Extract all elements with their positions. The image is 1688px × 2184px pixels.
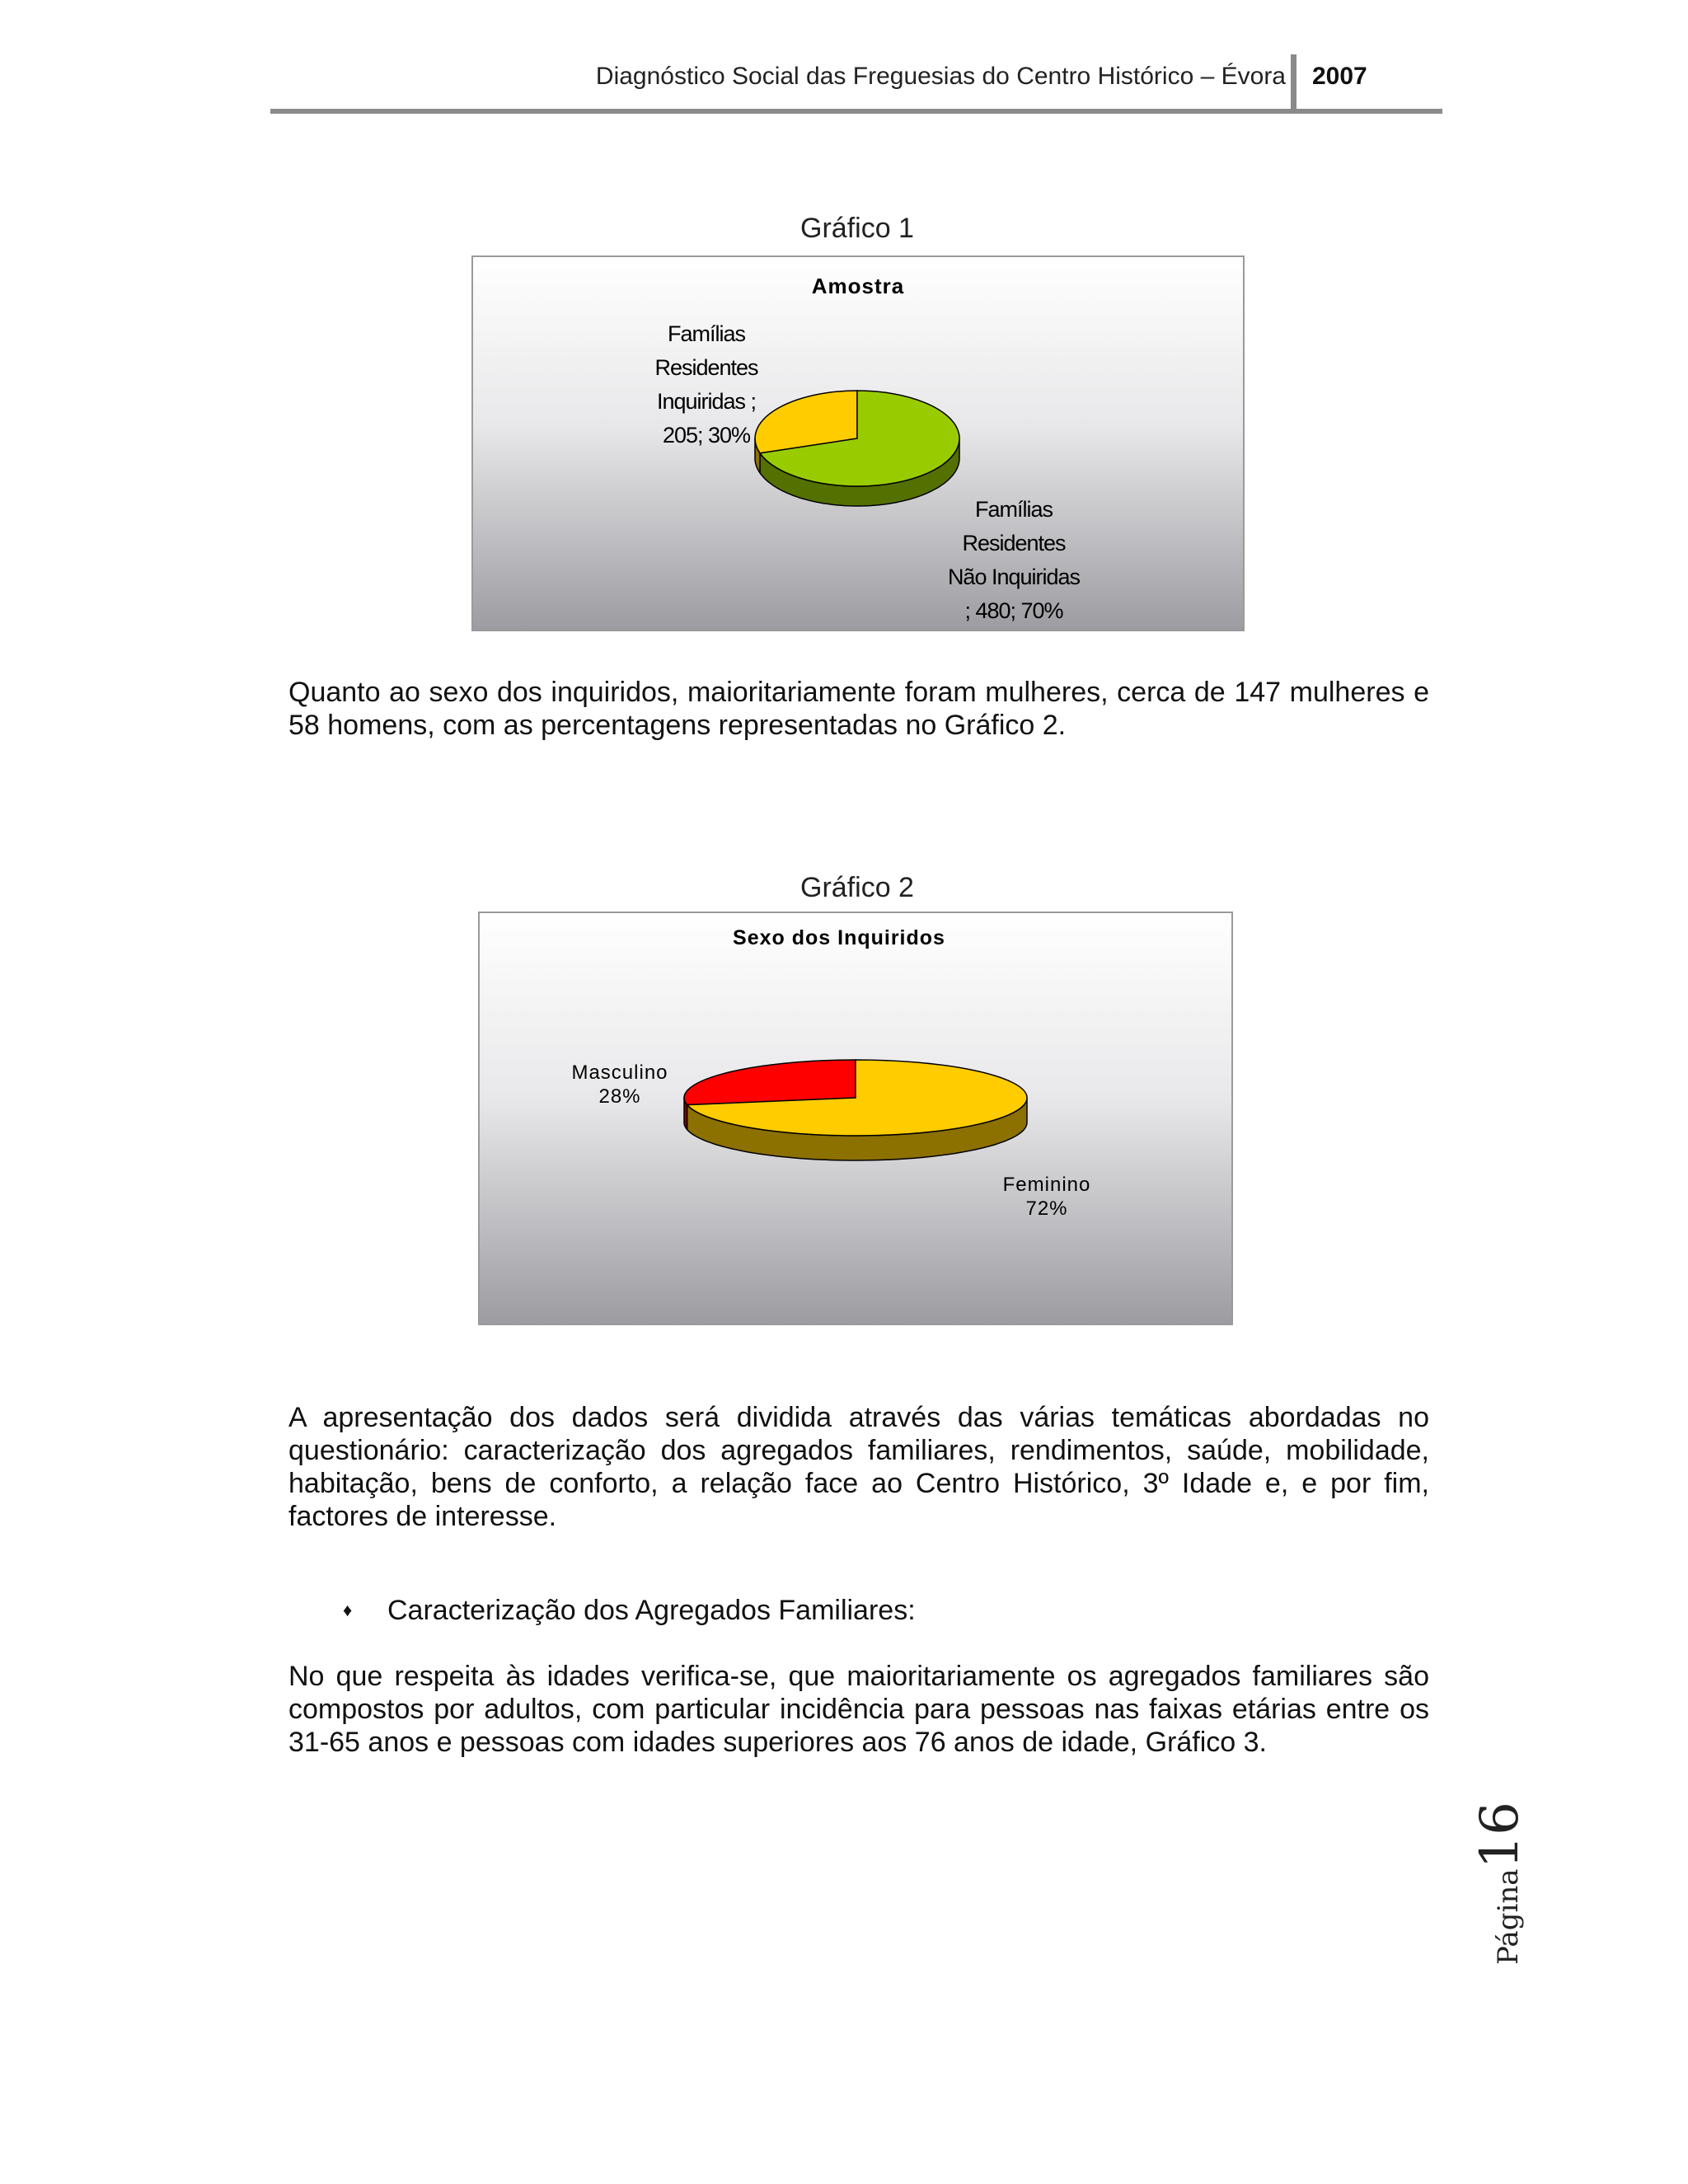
- paragraph-apresentacao: A apresentação dos dados será dividida através das várias temáticas abordadas no questionário: caracterização dos agregados familiares, rendimentos, saúde, mobilidade, habitação, bens de conforto, a relação face ao Centro Histórico, 3º Idade e, e por fim, factores de interesse.: [288, 1402, 1429, 1532]
- pie-data-label: 72%: [1025, 1197, 1068, 1220]
- chart-title: Sexo dos Inquiridos: [733, 926, 945, 949]
- pie-data-label: Masculino: [571, 1062, 668, 1084]
- chart-sexo-svg: [480, 913, 1231, 1324]
- diamond-bullet-icon: ♦: [343, 1600, 353, 1620]
- pie-data-label: Residentes: [962, 531, 1066, 555]
- header-title: Diagnóstico Social das Freguesias do Centro Histórico – Évora: [595, 63, 1286, 90]
- paragraph-sexo: Quanto ao sexo dos inquiridos, maioritariamente foram mulheres, cerca de 147 mulheres e 58 homens, com as percentagens representadas no Gráfico 2.: [288, 677, 1429, 741]
- header-rule: [270, 109, 1442, 114]
- pie-data-label: 28%: [598, 1085, 641, 1108]
- bullet-item: [343, 1594, 916, 1627]
- pie-data-label: 205; 30%: [662, 423, 751, 448]
- page-word: Página: [1492, 1868, 1525, 1965]
- page-number-value: 16: [1470, 1802, 1531, 1869]
- bullet-text: Caracterização dos Agregados Familiares:: [387, 1595, 916, 1626]
- chart-amostra: [471, 255, 1245, 631]
- chart-amostra-svg: [473, 257, 1243, 630]
- chart-title: Amostra: [811, 274, 905, 298]
- chart-sexo: [478, 912, 1233, 1325]
- header-separator: [1291, 54, 1296, 114]
- pie-amostra: [755, 391, 959, 506]
- pie-data-label: Famílias: [667, 321, 746, 346]
- pie-data-label: Famílias: [974, 497, 1053, 522]
- figure1-caption: Gráfico 1: [800, 213, 914, 244]
- pie-sexo: [684, 1060, 1027, 1160]
- pie-data-label: Não Inquiridas: [947, 565, 1081, 589]
- pie-data-label: ; 480; 70%: [964, 598, 1063, 623]
- page-number: [1467, 1797, 1533, 1970]
- pie-data-label: Feminino: [1002, 1174, 1091, 1196]
- pie-data-label: Inquiridas ;: [656, 389, 757, 414]
- figure2-caption: Gráfico 2: [800, 872, 914, 903]
- pie-slice-masculino: [684, 1060, 856, 1105]
- paragraph-idades: No que respeita às idades verifica-se, que maioritariamente os agregados familiares são compostos por adultos, com particular incidência para pessoas nas faixas etárias entre os 31-65 anos e pessoas com idades superiores aos 76 anos de idade, Gráfico 3.: [288, 1661, 1429, 1758]
- pie-data-label: Residentes: [654, 355, 758, 380]
- header-year: 2007: [1312, 63, 1367, 90]
